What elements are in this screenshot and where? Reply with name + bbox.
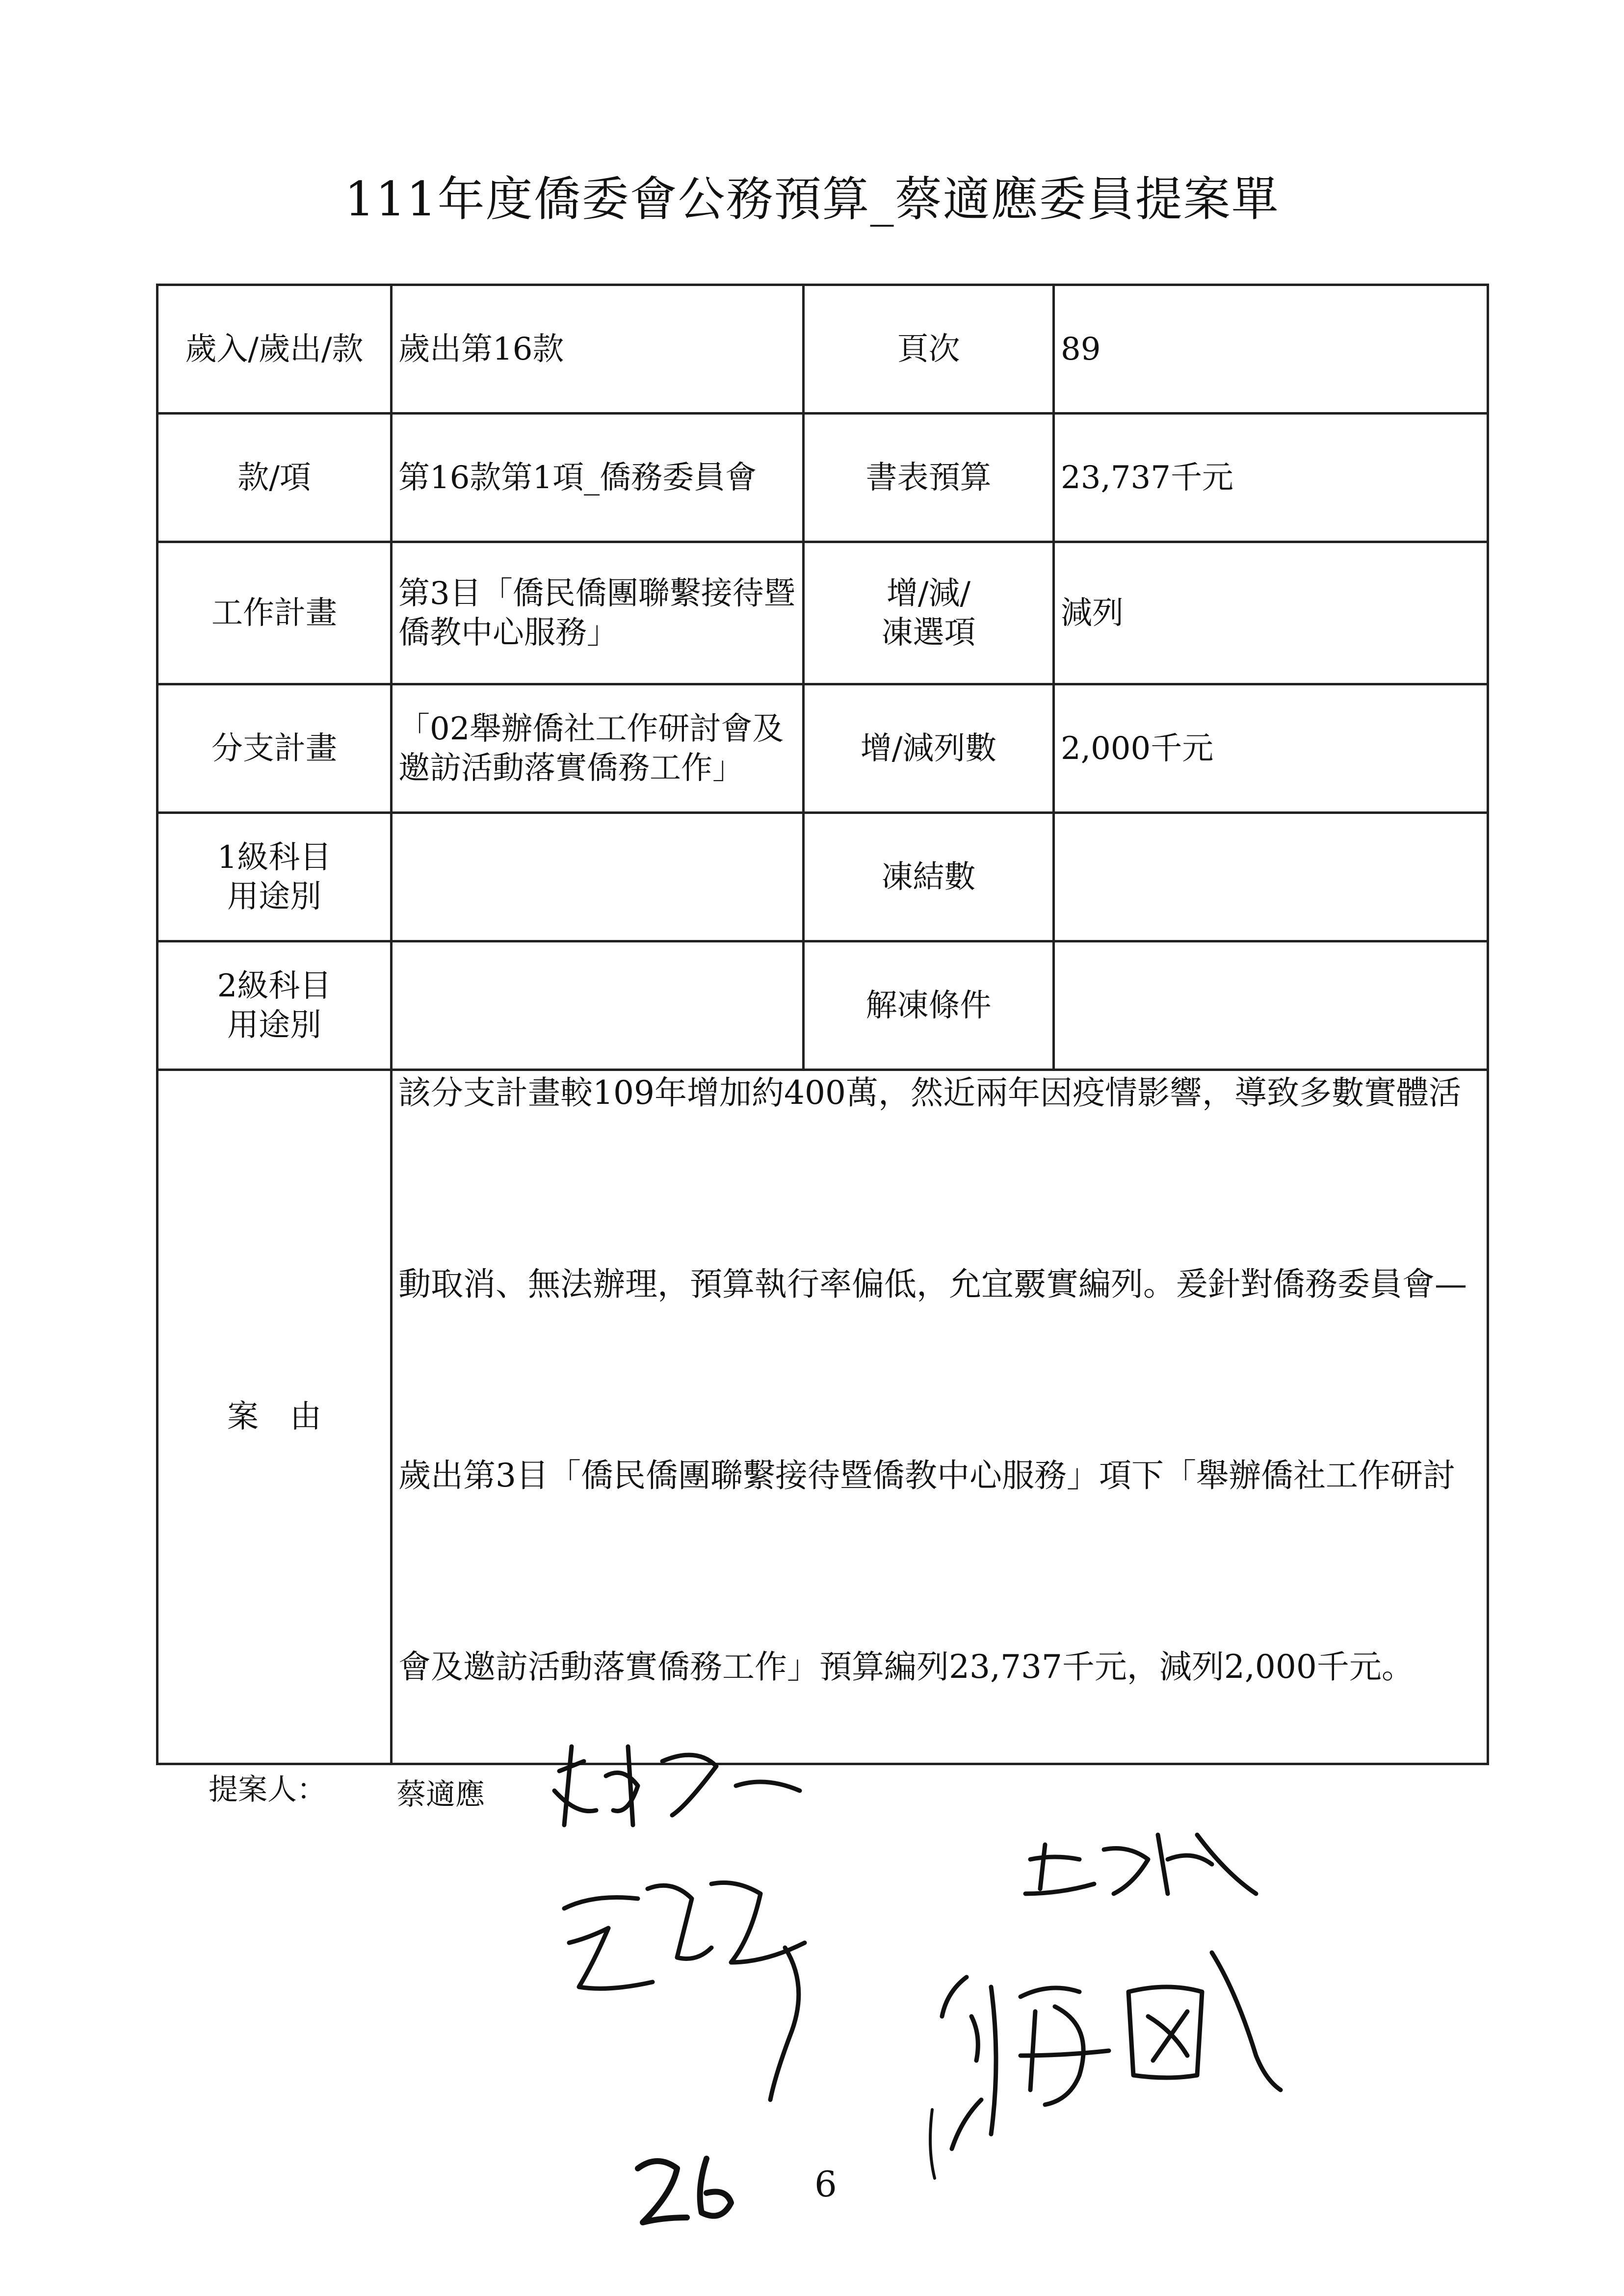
label-adjust-option-text: 增/減/凍選項 — [881, 575, 976, 651]
signature-2 — [564, 1883, 805, 2100]
value-work-plan: 第3目「僑民僑團聯繫接待暨僑教中心服務」 — [392, 542, 804, 684]
reason-text: 該分支計畫較109年增加約400萬，然近兩年因疫情影響，導致多數實體活動取消、無法辦理，預算執行率偏低，允宜覈實編列。爰針對僑務委員會—歲出第3目「僑民僑團聯繫接待暨僑教中心服務」項下「舉辦僑社工作研討會及邀訪活動落實僑務工作」預算編列23,737千元，減列2,000千元。 — [398, 1074, 1467, 1686]
value-budget-type: 歲出第16款 — [392, 285, 804, 414]
handwritten-number-26 — [638, 2159, 731, 2222]
proposer-name: 蔡適應 — [396, 1777, 485, 1812]
label-frozen-amount: 凍結數 — [804, 813, 1054, 941]
value-adjust-amount: 2,000千元 — [1054, 684, 1488, 813]
label-budget-type: 歲入/歲出/款 — [157, 285, 392, 414]
signature-1 — [554, 1747, 800, 1825]
signature-4-tail — [930, 2110, 935, 2178]
page-number: 6 — [814, 2164, 837, 2205]
value-page: 89 — [1054, 285, 1488, 414]
label-work-plan: 工作計畫 — [157, 542, 392, 684]
label-level2-category-text: 2級科目用途別 — [217, 967, 332, 1044]
label-section: 款/項 — [157, 414, 392, 542]
label-adjust-amount: 增/減列數 — [804, 684, 1054, 813]
label-sub-plan: 分支計畫 — [157, 684, 392, 813]
value-adjust-option: 減列 — [1054, 542, 1488, 684]
label-reason-text: 案 由 — [227, 1399, 321, 1435]
proposer-label: 提案人： — [209, 1773, 326, 1807]
label-level1-category-text: 1級科目用途別 — [217, 839, 332, 915]
label-page: 頁次 — [804, 285, 1054, 414]
value-budget-amount: 23,737千元 — [1054, 414, 1488, 542]
signature-4 — [942, 1953, 1281, 2149]
value-section: 第16款第1項_僑務委員會 — [392, 414, 804, 542]
value-sub-plan: 「02舉辦僑社工作研討會及邀訪活動落實僑務工作」 — [392, 684, 804, 813]
label-unfreeze-condition: 解凍條件 — [804, 941, 1054, 1070]
page-title: 111年度僑委會公務預算_蔡適應委員提案單 — [344, 172, 1280, 227]
signature-3 — [1025, 1835, 1256, 1894]
label-budget-amount: 書表預算 — [804, 414, 1054, 542]
